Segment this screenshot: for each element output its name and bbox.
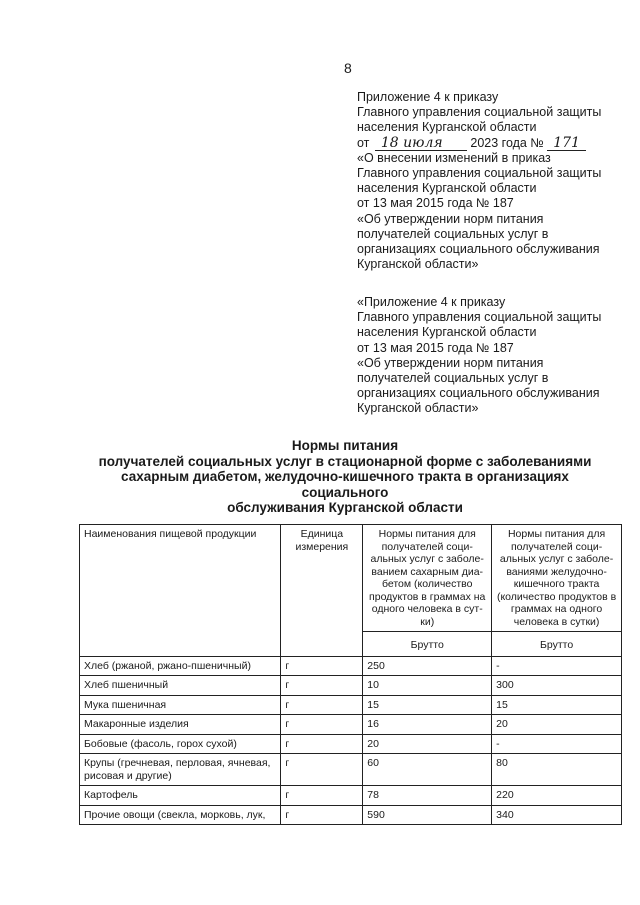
unit-cell: г <box>281 715 363 735</box>
table-row <box>80 805 622 825</box>
appendix-line: населения Курганской области <box>357 325 537 340</box>
date-year: 2023 года № <box>470 135 544 150</box>
appendix-header <box>357 90 627 272</box>
table-row <box>80 676 622 696</box>
appendix-line: «О внесении изменений в приказ <box>357 150 551 165</box>
appendix-line: организациях социального обслуживания <box>357 386 600 401</box>
unit-cell: г <box>281 695 363 715</box>
header-norm-gastro: Нормы питания для получателей соци- альных услуг с заболе- ваниями желудочно- кишечного тракта (количество продуктов в граммах на одного человека в сутки) <box>492 525 622 632</box>
table-row <box>80 786 622 806</box>
product-name-cell: Крупы (гречневая, перловая, ячневая, рисовая и другие) <box>80 754 281 786</box>
norm-diabetes-cell: 16 <box>363 715 492 735</box>
original-appendix-header <box>357 295 627 417</box>
appendix-line: от 13 мая 2015 года № 187 <box>357 340 514 355</box>
product-name-cell: Бобовые (фасоль, горох сухой) <box>80 734 281 754</box>
header-norm-diabetes: Нормы питания для получателей соци- альных услуг с заболе- ванием сахарным диа- бетом (количество продуктов в граммах на одного человека в сут- ки) <box>363 525 492 632</box>
norm-gastro-cell: - <box>492 734 622 754</box>
norm-gastro-cell: 300 <box>492 676 622 696</box>
appendix-line: «Приложение 4 к приказу <box>357 295 506 309</box>
norm-diabetes-cell: 78 <box>363 786 492 806</box>
subheader-gross: Брутто <box>363 632 492 657</box>
table-body <box>80 656 622 825</box>
norm-gastro-cell: 340 <box>492 805 622 825</box>
appendix-line: получателей социальных услуг в <box>357 226 549 241</box>
appendix-line: Главного управления социальной защиты <box>357 105 602 120</box>
document-title <box>80 438 610 516</box>
nutrition-norms-table <box>79 524 622 825</box>
unit-cell: г <box>281 676 363 696</box>
product-name-cell: Хлеб (ржаной, ржано-пшеничный) <box>80 656 281 676</box>
product-name-cell: Прочие овощи (свекла, морковь, лук, <box>80 805 281 825</box>
unit-cell: г <box>281 786 363 806</box>
table-row <box>80 715 622 735</box>
title-line: получателей социальных услуг в стационарной форме с заболеваниями <box>98 453 592 469</box>
norm-diabetes-cell: 250 <box>363 656 492 676</box>
norm-diabetes-cell: 10 <box>363 676 492 696</box>
appendix-line: организациях социального обслуживания <box>357 242 600 257</box>
unit-cell: г <box>281 754 363 786</box>
date-prefix: от <box>357 135 370 150</box>
unit-cell: г <box>281 734 363 754</box>
norm-gastro-cell: 80 <box>492 754 622 786</box>
table-row <box>80 734 622 754</box>
norm-gastro-cell: 20 <box>492 715 622 735</box>
norm-gastro-cell: 220 <box>492 786 622 806</box>
norm-gastro-cell: 15 <box>492 695 622 715</box>
header-unit: Единица измерения <box>281 525 363 657</box>
appendix-line: населения Курганской области <box>357 120 537 135</box>
product-name-cell: Мука пшеничная <box>80 695 281 715</box>
appendix-line: от 13 мая 2015 года № 187 <box>357 196 514 211</box>
handwritten-order-number: 171 <box>547 137 586 151</box>
appendix-line: Курганской области» <box>357 257 479 272</box>
table-row <box>80 754 622 786</box>
norm-diabetes-cell: 20 <box>363 734 492 754</box>
subheader-gross: Брутто <box>492 632 622 657</box>
appendix-line: получателей социальных услуг в <box>357 371 549 386</box>
product-name-cell: Хлеб пшеничный <box>80 676 281 696</box>
norm-diabetes-cell: 15 <box>363 695 492 715</box>
appendix-line: Главного управления социальной защиты <box>357 166 602 181</box>
appendix-line: «Об утверждении норм питания <box>357 211 544 226</box>
table-row <box>80 695 622 715</box>
unit-cell: г <box>281 805 363 825</box>
header-product-name: Наименования пищевой продукции <box>80 525 281 657</box>
appendix-line: «Об утверждении норм питания <box>357 355 544 370</box>
title-line: сахарным диабетом, желудочно-кишечного тракта в организациях социального <box>121 469 569 500</box>
product-name-cell: Макаронные изделия <box>80 715 281 735</box>
title-line: Нормы питания <box>291 438 399 453</box>
table-row <box>80 656 622 676</box>
appendix-line: населения Курганской области <box>357 181 537 196</box>
appendix-line: Приложение 4 к приказу <box>357 90 499 104</box>
unit-cell: г <box>281 656 363 676</box>
table-header-row <box>80 525 622 632</box>
page-number: 8 <box>344 60 352 76</box>
norm-diabetes-cell: 590 <box>363 805 492 825</box>
product-name-cell: Картофель <box>80 786 281 806</box>
title-line: обслуживания Курганской области <box>227 500 463 515</box>
appendix-line: Курганской области» <box>357 401 479 416</box>
norm-diabetes-cell: 60 <box>363 754 492 786</box>
order-date-line <box>357 136 627 151</box>
appendix-line: Главного управления социальной защиты <box>357 310 602 325</box>
handwritten-date: 18 июля <box>375 137 467 151</box>
norm-gastro-cell: - <box>492 656 622 676</box>
